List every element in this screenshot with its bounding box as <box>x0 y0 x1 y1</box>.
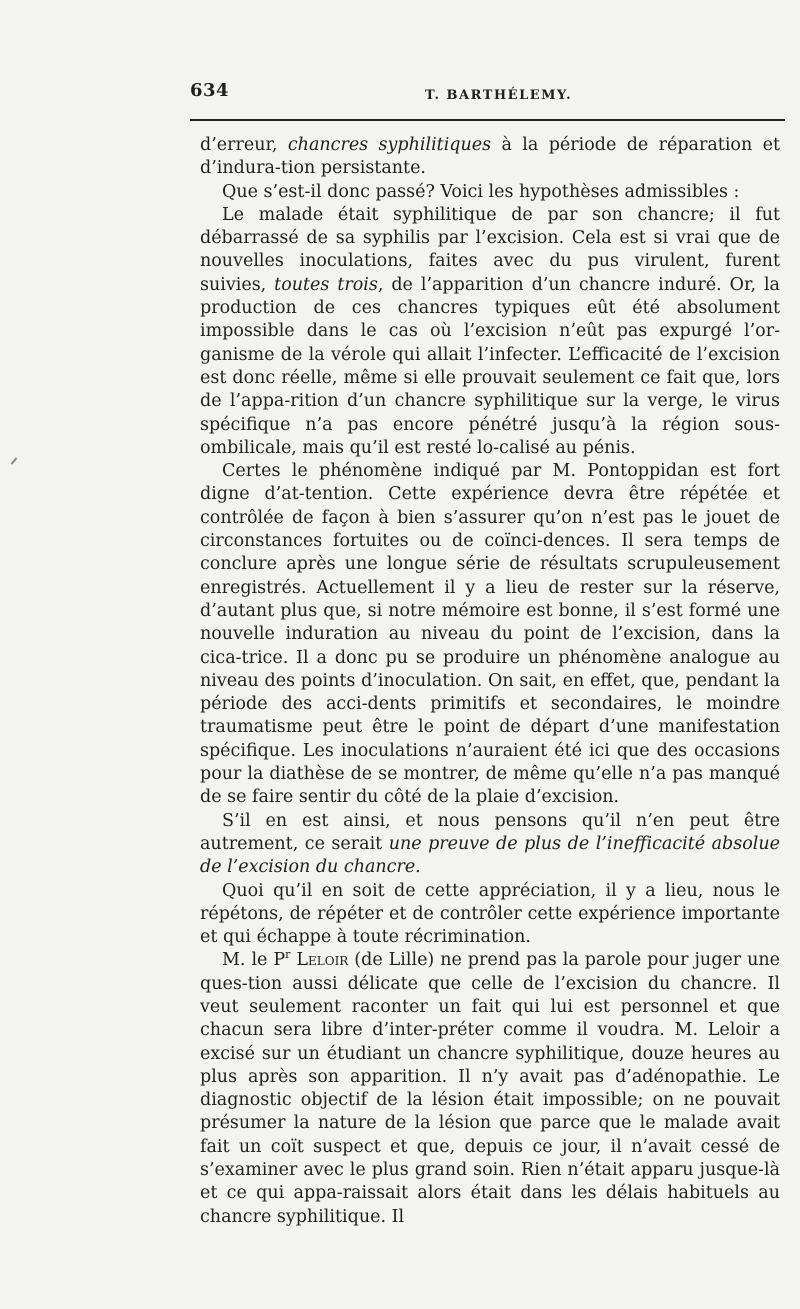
text-segment: une preuve de plus de l’inefficacité absolue de l’excision du chancre. <box>200 833 780 878</box>
text-segment: M. le P <box>222 950 286 971</box>
paragraph <box>200 810 780 880</box>
text-segment: r <box>285 948 291 962</box>
page-number: 634 <box>190 80 230 101</box>
paragraph <box>200 181 780 204</box>
text-segment: Que s’est-il donc passé? Voici les hypothèses admissibles : <box>222 181 740 202</box>
text-segment: (de Lille) ne prend pas la parole pour juger une ques-tion aussi délicate que celle de l’excision du chancre. Il veut seulement raconter un fait qui lui est personnel et que chacun sera libre d’inter-préter comme il voudra. M. Leloir a excisé sur un étudiant un chancre syphilitique, douze heures au plus après son apparition. Il n’y avait pas d’adénopathie. Le diagnostic objectif de la lésion était impossible; on ne pouvait présumer la nature de la lésion que parce que le malade avait fait un coït suspect et que, depuis ce jour, il n’avait cessé de s’examiner avec le plus grand soin. Rien n’était apparu jusque-là et ce qui appa-raissait alors était dans les délais habituels au chancre syphilitique. Il <box>200 950 780 1227</box>
text-segment: , de l’apparition d’un chancre induré. Or, la production de ces chancres typiques eût été absolument impossible dans le cas où l’excision n’eût pas expurgé l’or-ganisme de la vérole qui allait l’infecter. L’efficacité de l’excision est donc réelle, même si elle prouvait seulement ce fait que, lors de l’appa-rition d’un chancre syphilitique sur la verge, le virus spécifique n’a pas encore pénétré jusqu’à la région sous-ombilicale, mais qu’il est resté lo-calisé au pénis. <box>200 274 780 458</box>
text-segment: Le malade était syphilitique de par son chancre; il fut débarrassé de sa syphilis par l’excision. Cela est si vrai que de nouvelles inoculations, faites avec du pus virulent, furent suivies, <box>200 204 780 295</box>
paragraph <box>200 949 780 1229</box>
paragraph <box>200 134 780 181</box>
page-header <box>190 78 770 108</box>
text-segment: Certes le phénomène indiqué par M. Pontoppidan est fort digne d’at-tention. Cette expérience devra être répétée et contrôlée de façon à bien s’assurer qu’on n’est pas le jouet de circonstances fortuites ou de coïnci-dences. Il sera temps de conclure après une longue série de résultats scrupuleusement enregistrés. Actuellement il y a lieu de rester sur la réserve, d’autant plus que, si notre mémoire est bonne, il s’est formé une nouvelle induration au niveau du point de l’excision, dans la cica-trice. Il a donc pu se produire un phénomène analogue au niveau des points d’inoculation. On sait, en effet, que, pendant la période des acci-dents primitifs et secondaires, le moindre traumatisme peut être le point de départ d’une manifestation spécifique. Les inoculations n’auraient été ici que des occasions pour la diathèse de se montrer, de même qu’elle n’a pas manqué de se faire sentir du côté de la plaie d’excision. <box>200 461 780 808</box>
paragraph <box>200 880 780 950</box>
body-text <box>200 134 780 1229</box>
text-segment: toutes trois <box>274 274 378 295</box>
text-segment: Leloir <box>296 950 349 971</box>
paragraph <box>200 204 780 460</box>
margin-mark <box>11 457 18 464</box>
text-segment: S’il en est ainsi, et nous pensons qu’il n’en peut être autrement, ce serait <box>200 810 780 854</box>
text-segment: à la période de réparation et d’indura-tion persistante. <box>200 135 780 179</box>
text-segment: Quoi qu’il en soit de cette appréciation, il y a lieu, nous le répétons, de répéter et de contrôler cette expérience importante et qui échappe à toute récrimination. <box>200 880 780 948</box>
text-segment: d’erreur, <box>200 135 288 155</box>
running-head: T. BARTHÉLEMY. <box>425 88 573 103</box>
text-segment: chancres syphilitiques <box>287 135 492 155</box>
paragraph <box>200 460 780 809</box>
header-rule <box>190 119 785 121</box>
